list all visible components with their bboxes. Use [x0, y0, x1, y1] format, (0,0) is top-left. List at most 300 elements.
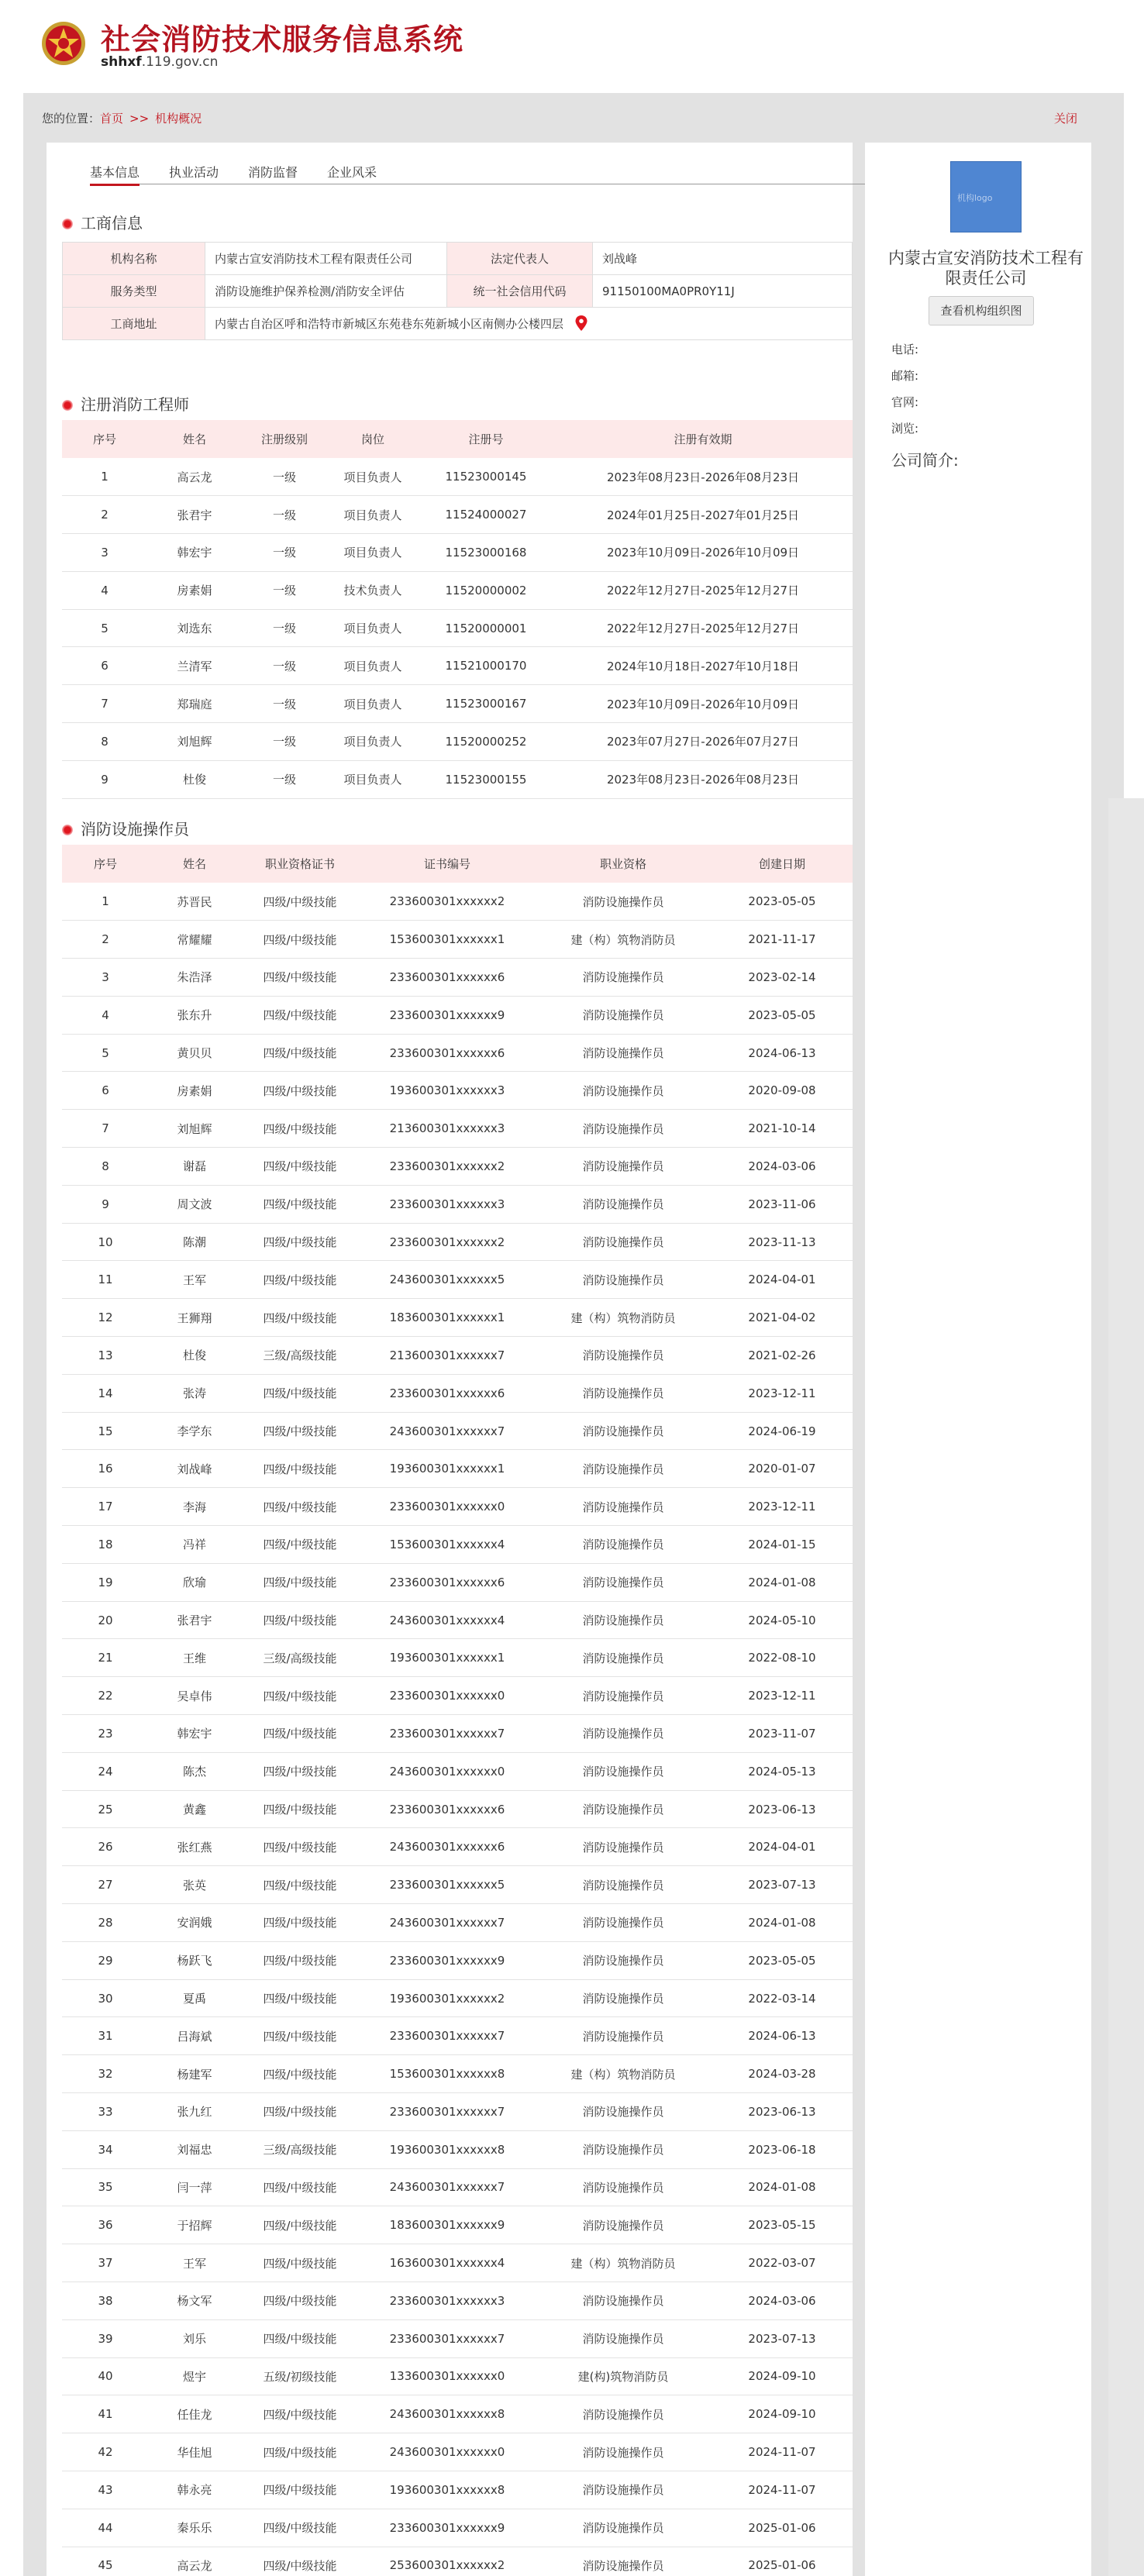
- table-cell: 一级: [242, 685, 327, 723]
- company-logo-text: 机构logo: [957, 193, 993, 203]
- table-row: [62, 534, 853, 572]
- table-cell: 233600301xxxxxx7: [360, 1715, 535, 1753]
- table-cell: 4: [62, 996, 149, 1034]
- table-cell: 消防设施操作员: [535, 2547, 712, 2576]
- table-cell: 四级/中级技能: [240, 1904, 360, 1942]
- table-cell: 建（构）筑物消防员: [535, 1299, 712, 1337]
- tab-company-style[interactable]: 企业风采: [327, 165, 377, 180]
- bullet-icon: [62, 219, 73, 229]
- tab-supervision[interactable]: 消防监督: [248, 165, 298, 180]
- table-cell: 44: [62, 2509, 149, 2547]
- table-cell: 消防设施操作员: [535, 1904, 712, 1942]
- table-cell: 193600301xxxxxx3: [360, 1072, 535, 1110]
- table-cell: 2022-03-07: [712, 2244, 853, 2282]
- table-cell: 2: [62, 496, 147, 534]
- table-cell: 四级/中级技能: [240, 2282, 360, 2319]
- table-cell: 四级/中级技能: [240, 883, 360, 921]
- table-cell: 11523000155: [419, 760, 553, 798]
- table-cell: 黄贝贝: [149, 1034, 240, 1072]
- legal-label: 法定代表人: [447, 243, 593, 275]
- table-cell: 冯祥: [149, 1526, 240, 1564]
- company-name: 内蒙古宣安消防技术工程有限责任公司: [888, 249, 1084, 288]
- table-row: [62, 609, 853, 647]
- table-cell: 谢磊: [149, 1148, 240, 1186]
- table-cell: 四级/中级技能: [240, 1601, 360, 1639]
- table-cell: 黄鑫: [149, 1790, 240, 1828]
- table-row: [62, 1034, 853, 1072]
- table-cell: 10: [62, 1223, 149, 1261]
- table-row: [62, 2433, 853, 2471]
- table-cell: 四级/中级技能: [240, 2319, 360, 2357]
- table-cell: 四级/中级技能: [240, 921, 360, 959]
- table-cell: 消防设施操作员: [535, 1261, 712, 1299]
- breadcrumb-label: 您的位置：: [42, 112, 101, 126]
- table-row: [62, 1941, 853, 1979]
- table-cell: 四级/中级技能: [240, 1072, 360, 1110]
- table-cell: 42: [62, 2433, 149, 2471]
- address-value: 内蒙古自治区呼和浩特市新城区东苑巷东苑新城小区南侧办公楼四层: [215, 317, 564, 331]
- table-cell: 24: [62, 1752, 149, 1790]
- table-cell: 2024-01-15: [712, 1526, 853, 1564]
- table-cell: 19: [62, 1563, 149, 1601]
- table-row: [62, 2357, 853, 2395]
- table-cell: 消防设施操作员: [535, 1450, 712, 1488]
- table-cell: 2: [62, 921, 149, 959]
- table-cell: 四级/中级技能: [240, 1715, 360, 1753]
- table-row: [62, 2282, 853, 2319]
- table-cell: 消防设施操作员: [535, 1526, 712, 1564]
- table-row: [62, 1715, 853, 1753]
- table-cell: 秦乐乐: [149, 2509, 240, 2547]
- operators-section-title: [62, 817, 189, 839]
- table-cell: 183600301xxxxxx9: [360, 2206, 535, 2244]
- table-row: [62, 2509, 853, 2547]
- table-cell: 233600301xxxxxx6: [360, 959, 535, 997]
- table-cell: 韩永亮: [149, 2471, 240, 2509]
- table-row: [62, 2206, 853, 2244]
- table-row: [62, 2055, 853, 2093]
- table-cell: 38: [62, 2282, 149, 2319]
- table-cell: 消防设施操作员: [535, 1866, 712, 1904]
- table-cell: 233600301xxxxxx6: [360, 1034, 535, 1072]
- table-cell: 李学东: [149, 1412, 240, 1450]
- table-cell: 193600301xxxxxx2: [360, 1979, 535, 2017]
- table-row: [62, 760, 853, 798]
- table-cell: 243600301xxxxxx0: [360, 1752, 535, 1790]
- table-cell: 张英: [149, 1866, 240, 1904]
- table-cell: 煜宇: [149, 2357, 240, 2395]
- name-value: 内蒙古宣安消防技术工程有限责任公司: [205, 243, 447, 275]
- table-cell: 四级/中级技能: [240, 2433, 360, 2471]
- table-cell: 13: [62, 1337, 149, 1375]
- table-row: [62, 2093, 853, 2131]
- table-cell: 房素娟: [147, 571, 242, 609]
- table-row: [62, 2395, 853, 2433]
- table-cell: 四级/中级技能: [240, 2244, 360, 2282]
- table-cell: 一级: [242, 609, 327, 647]
- table-cell: 项目负责人: [327, 534, 419, 572]
- table-cell: 消防设施操作员: [535, 2282, 712, 2319]
- table-cell: 消防设施操作员: [535, 2206, 712, 2244]
- table-row: [62, 1639, 853, 1677]
- table-cell: 消防设施操作员: [535, 883, 712, 921]
- table-cell: 2023年10月09日-2026年10月09日: [553, 534, 853, 572]
- table-cell: 2021-04-02: [712, 1299, 853, 1337]
- table-row: [62, 1299, 853, 1337]
- table-row: [62, 1072, 853, 1110]
- table-row: [62, 883, 853, 921]
- fire-emblem-icon: [40, 20, 87, 67]
- company-logo: [950, 161, 1022, 232]
- breadcrumb-home-link[interactable]: 首页: [100, 112, 124, 126]
- table-cell: 韩宏宇: [147, 534, 242, 572]
- table-cell: 14: [62, 1374, 149, 1412]
- business-info-table: [62, 242, 853, 340]
- info-row: [63, 275, 853, 308]
- table-cell: 陈潮: [149, 1223, 240, 1261]
- column-header: 序号: [62, 420, 147, 458]
- legal-value: 刘战峰: [593, 243, 853, 275]
- table-cell: 消防设施操作员: [535, 1941, 712, 1979]
- table-cell: 一级: [242, 760, 327, 798]
- table-cell: 36: [62, 2206, 149, 2244]
- column-header: 序号: [62, 845, 149, 883]
- type-value: 消防设施维护保养检测/消防安全评估: [205, 275, 447, 308]
- table-cell: 233600301xxxxxx6: [360, 1790, 535, 1828]
- table-cell: 9: [62, 1185, 149, 1223]
- table-cell: 37: [62, 2244, 149, 2282]
- table-cell: 高云龙: [149, 2547, 240, 2576]
- table-cell: 四级/中级技能: [240, 1563, 360, 1601]
- site-url-rest: .119.gov.cn: [141, 54, 219, 70]
- table-cell: 11520000002: [419, 571, 553, 609]
- table-cell: 2023-05-15: [712, 2206, 853, 2244]
- table-cell: 1: [62, 883, 149, 921]
- table-cell: 153600301xxxxxx1: [360, 921, 535, 959]
- table-cell: 房素娟: [149, 1072, 240, 1110]
- breadcrumb-current[interactable]: 机构概况: [155, 112, 202, 126]
- table-cell: 消防设施操作员: [535, 1828, 712, 1866]
- table-cell: 2025-01-06: [712, 2547, 853, 2576]
- table-cell: 23: [62, 1715, 149, 1753]
- table-cell: 消防设施操作员: [535, 2130, 712, 2168]
- column-header: 姓名: [149, 845, 240, 883]
- table-cell: 2024-03-28: [712, 2055, 853, 2093]
- table-cell: 2023-11-06: [712, 1185, 853, 1223]
- column-header: 职业资格证书: [240, 845, 360, 883]
- table-cell: 40: [62, 2357, 149, 2395]
- table-cell: 2021-11-17: [712, 921, 853, 959]
- column-header: 创建日期: [712, 845, 853, 883]
- table-row: [62, 1148, 853, 1186]
- table-cell: 39: [62, 2319, 149, 2357]
- table-row: [62, 1223, 853, 1261]
- column-header: 注册级别: [242, 420, 327, 458]
- table-cell: 243600301xxxxxx7: [360, 2168, 535, 2206]
- table-cell: 5: [62, 609, 147, 647]
- table-cell: 11520000252: [419, 723, 553, 761]
- table-cell: 一级: [242, 723, 327, 761]
- table-cell: 于招辉: [149, 2206, 240, 2244]
- table-cell: 消防设施操作员: [535, 1223, 712, 1261]
- table-cell: 11: [62, 1261, 149, 1299]
- table-cell: 杨建军: [149, 2055, 240, 2093]
- table-cell: 三级/高级技能: [240, 1639, 360, 1677]
- table-cell: 2024-11-07: [712, 2433, 853, 2471]
- table-cell: 四级/中级技能: [240, 2547, 360, 2576]
- table-cell: 233600301xxxxxx6: [360, 1563, 535, 1601]
- name-label: 机构名称: [63, 243, 205, 275]
- table-cell: 一级: [242, 496, 327, 534]
- table-cell: 一级: [242, 571, 327, 609]
- table-row: [62, 1450, 853, 1488]
- table-cell: 夏禹: [149, 1979, 240, 2017]
- table-cell: 2023年07月27日-2026年07月27日: [553, 723, 853, 761]
- table-cell: 杨跃飞: [149, 1941, 240, 1979]
- table-cell: 刘选东: [147, 609, 242, 647]
- table-cell: 2024年01月25日-2027年01月25日: [553, 496, 853, 534]
- table-cell: 杜俊: [149, 1337, 240, 1375]
- table-cell: 2020-09-08: [712, 1072, 853, 1110]
- table-cell: 一级: [242, 534, 327, 572]
- table-cell: 四级/中级技能: [240, 1223, 360, 1261]
- business-section-title: [62, 211, 143, 233]
- table-row: [62, 2471, 853, 2509]
- table-cell: 243600301xxxxxx4: [360, 1601, 535, 1639]
- table-row: [62, 1488, 853, 1526]
- table-cell: 华佳旭: [149, 2433, 240, 2471]
- table-cell: 2024-06-13: [712, 2017, 853, 2055]
- table-cell: 41: [62, 2395, 149, 2433]
- table-header-row: [62, 845, 853, 883]
- table-cell: 253600301xxxxxx2: [360, 2547, 535, 2576]
- table-cell: 2023-12-11: [712, 1374, 853, 1412]
- close-link[interactable]: 关闭: [1054, 112, 1078, 126]
- breadcrumb: [42, 110, 202, 126]
- phone-label: 电话:: [891, 343, 919, 356]
- table-cell: 5: [62, 1034, 149, 1072]
- table-cell: 技术负责人: [327, 571, 419, 609]
- table-cell: 四级/中级技能: [240, 1941, 360, 1979]
- table-cell: 项目负责人: [327, 723, 419, 761]
- table-cell: 45: [62, 2547, 149, 2576]
- table-cell: 15: [62, 1412, 149, 1450]
- table-cell: 刘乐: [149, 2319, 240, 2357]
- table-cell: 建(构)筑物消防员: [535, 2357, 712, 2395]
- table-cell: 8: [62, 723, 147, 761]
- table-cell: 163600301xxxxxx4: [360, 2244, 535, 2282]
- table-cell: 243600301xxxxxx6: [360, 1828, 535, 1866]
- tab-practice[interactable]: 执业活动: [169, 165, 219, 180]
- table-cell: 张涛: [149, 1374, 240, 1412]
- table-cell: 杜俊: [147, 760, 242, 798]
- info-row: [63, 243, 853, 275]
- table-row: [62, 959, 853, 997]
- table-cell: 建（构）筑物消防员: [535, 921, 712, 959]
- table-row: [62, 723, 853, 761]
- table-cell: 21: [62, 1639, 149, 1677]
- table-cell: 153600301xxxxxx4: [360, 1526, 535, 1564]
- site-url: [101, 54, 218, 70]
- table-cell: 31: [62, 2017, 149, 2055]
- table-row: [62, 2319, 853, 2357]
- table-cell: 四级/中级技能: [240, 1374, 360, 1412]
- table-cell: 一级: [242, 458, 327, 496]
- table-cell: 张红燕: [149, 1828, 240, 1866]
- table-row: [62, 1601, 853, 1639]
- table-row: [62, 2547, 853, 2576]
- table-cell: 项目负责人: [327, 609, 419, 647]
- table-cell: 王维: [149, 1639, 240, 1677]
- table-cell: 233600301xxxxxx7: [360, 2319, 535, 2357]
- table-cell: 建（构）筑物消防员: [535, 2055, 712, 2093]
- main-panel: [47, 143, 853, 2576]
- table-cell: 2023-05-05: [712, 883, 853, 921]
- table-cell: 2022年12月27日-2025年12月27日: [553, 571, 853, 609]
- table-cell: 2022-08-10: [712, 1639, 853, 1677]
- type-label: 服务类型: [63, 275, 205, 308]
- table-cell: 3: [62, 959, 149, 997]
- table-cell: 233600301xxxxxx3: [360, 2282, 535, 2319]
- table-cell: 17: [62, 1488, 149, 1526]
- view-org-chart-button[interactable]: 查看机构组织图: [929, 296, 1034, 325]
- table-cell: 27: [62, 1866, 149, 1904]
- table-cell: 三级/高级技能: [240, 1337, 360, 1375]
- table-cell: 7: [62, 1110, 149, 1148]
- table-cell: 11523000167: [419, 685, 553, 723]
- table-row: [62, 458, 853, 496]
- table-cell: 四级/中级技能: [240, 996, 360, 1034]
- table-row: [62, 1110, 853, 1148]
- table-cell: 消防设施操作员: [535, 1488, 712, 1526]
- table-cell: 消防设施操作员: [535, 2395, 712, 2433]
- table-cell: 28: [62, 1904, 149, 1942]
- table-cell: 3: [62, 534, 147, 572]
- table-cell: 朱浩泽: [149, 959, 240, 997]
- table-row: [62, 1828, 853, 1866]
- table-cell: 消防设施操作员: [535, 1034, 712, 1072]
- table-cell: 消防设施操作员: [535, 1752, 712, 1790]
- table-cell: 刘战峰: [149, 1450, 240, 1488]
- tab-bar: [90, 161, 896, 184]
- table-cell: 2024-04-01: [712, 1261, 853, 1299]
- table-cell: 张君宇: [149, 1601, 240, 1639]
- table-cell: 项目负责人: [327, 760, 419, 798]
- table-cell: 4: [62, 571, 147, 609]
- table-cell: 2020-01-07: [712, 1450, 853, 1488]
- table-cell: 2022-03-14: [712, 1979, 853, 2017]
- table-cell: 兰清军: [147, 647, 242, 685]
- table-cell: 消防设施操作员: [535, 1790, 712, 1828]
- table-cell: 任佳龙: [149, 2395, 240, 2433]
- column-header: 岗位: [327, 420, 419, 458]
- table-cell: 7: [62, 685, 147, 723]
- map-pin-icon[interactable]: [575, 315, 588, 331]
- table-cell: 建（构）筑物消防员: [535, 2244, 712, 2282]
- table-cell: 2023-12-11: [712, 1677, 853, 1715]
- table-cell: 233600301xxxxxx9: [360, 2509, 535, 2547]
- right-gutter: [1108, 798, 1144, 2576]
- table-row: [62, 1752, 853, 1790]
- table-cell: 11520000001: [419, 609, 553, 647]
- column-header: 注册有效期: [553, 420, 853, 458]
- table-cell: 2021-02-26: [712, 1337, 853, 1375]
- table-cell: 2023年08月23日-2026年08月23日: [553, 458, 853, 496]
- table-cell: 五级/初级技能: [240, 2357, 360, 2395]
- table-cell: 2023-05-05: [712, 996, 853, 1034]
- table-row: [62, 1526, 853, 1564]
- table-cell: 233600301xxxxxx0: [360, 1488, 535, 1526]
- table-cell: 三级/高级技能: [240, 2130, 360, 2168]
- table-cell: 消防设施操作员: [535, 2471, 712, 2509]
- table-cell: 四级/中级技能: [240, 2509, 360, 2547]
- table-cell: 吕海斌: [149, 2017, 240, 2055]
- table-cell: 高云龙: [147, 458, 242, 496]
- table-cell: 四级/中级技能: [240, 2017, 360, 2055]
- table-cell: 193600301xxxxxx1: [360, 1639, 535, 1677]
- table-cell: 43: [62, 2471, 149, 2509]
- table-cell: 项目负责人: [327, 685, 419, 723]
- table-cell: 2025-01-06: [712, 2509, 853, 2547]
- table-cell: 四级/中级技能: [240, 2395, 360, 2433]
- table-cell: 11523000168: [419, 534, 553, 572]
- table-cell: 2021-10-14: [712, 1110, 853, 1148]
- table-cell: 233600301xxxxxx9: [360, 996, 535, 1034]
- table-cell: 25: [62, 1790, 149, 1828]
- table-cell: 243600301xxxxxx5: [360, 1261, 535, 1299]
- intro-label: 公司简介:: [891, 451, 959, 470]
- table-cell: 四级/中级技能: [240, 2168, 360, 2206]
- table-cell: 欣瑜: [149, 1563, 240, 1601]
- table-cell: 243600301xxxxxx7: [360, 1412, 535, 1450]
- engineers-table: [62, 420, 853, 799]
- table-cell: 四级/中级技能: [240, 2055, 360, 2093]
- table-cell: 项目负责人: [327, 496, 419, 534]
- table-cell: 一级: [242, 647, 327, 685]
- email-label: 邮箱:: [891, 369, 919, 383]
- table-cell: 35: [62, 2168, 149, 2206]
- table-cell: 233600301xxxxxx7: [360, 2017, 535, 2055]
- table-cell: 消防设施操作员: [535, 2433, 712, 2471]
- table-cell: 李海: [149, 1488, 240, 1526]
- column-header: 证书编号: [360, 845, 535, 883]
- table-cell: 26: [62, 1828, 149, 1866]
- table-cell: 213600301xxxxxx7: [360, 1337, 535, 1375]
- table-cell: 16: [62, 1450, 149, 1488]
- credit-label: 统一社会信用代码: [447, 275, 593, 308]
- table-row: [62, 1904, 853, 1942]
- table-cell: 2023-07-13: [712, 1866, 853, 1904]
- table-cell: 项目负责人: [327, 458, 419, 496]
- tab-basic-info[interactable]: 基本信息: [90, 163, 140, 186]
- table-row: [62, 2244, 853, 2282]
- table-cell: 11521000170: [419, 647, 553, 685]
- table-cell: 消防设施操作员: [535, 1148, 712, 1186]
- table-cell: 张君宇: [147, 496, 242, 534]
- table-cell: 四级/中级技能: [240, 1034, 360, 1072]
- table-cell: 四级/中级技能: [240, 959, 360, 997]
- table-cell: 2024-06-19: [712, 1412, 853, 1450]
- table-cell: 233600301xxxxxx2: [360, 1148, 535, 1186]
- table-cell: 消防设施操作员: [535, 2093, 712, 2131]
- table-cell: 四级/中级技能: [240, 1979, 360, 2017]
- table-cell: 233600301xxxxxx7: [360, 2093, 535, 2131]
- table-cell: 消防设施操作员: [535, 1563, 712, 1601]
- table-cell: 消防设施操作员: [535, 2319, 712, 2357]
- table-cell: 2023-12-11: [712, 1488, 853, 1526]
- table-cell: 11524000027: [419, 496, 553, 534]
- table-cell: 34: [62, 2130, 149, 2168]
